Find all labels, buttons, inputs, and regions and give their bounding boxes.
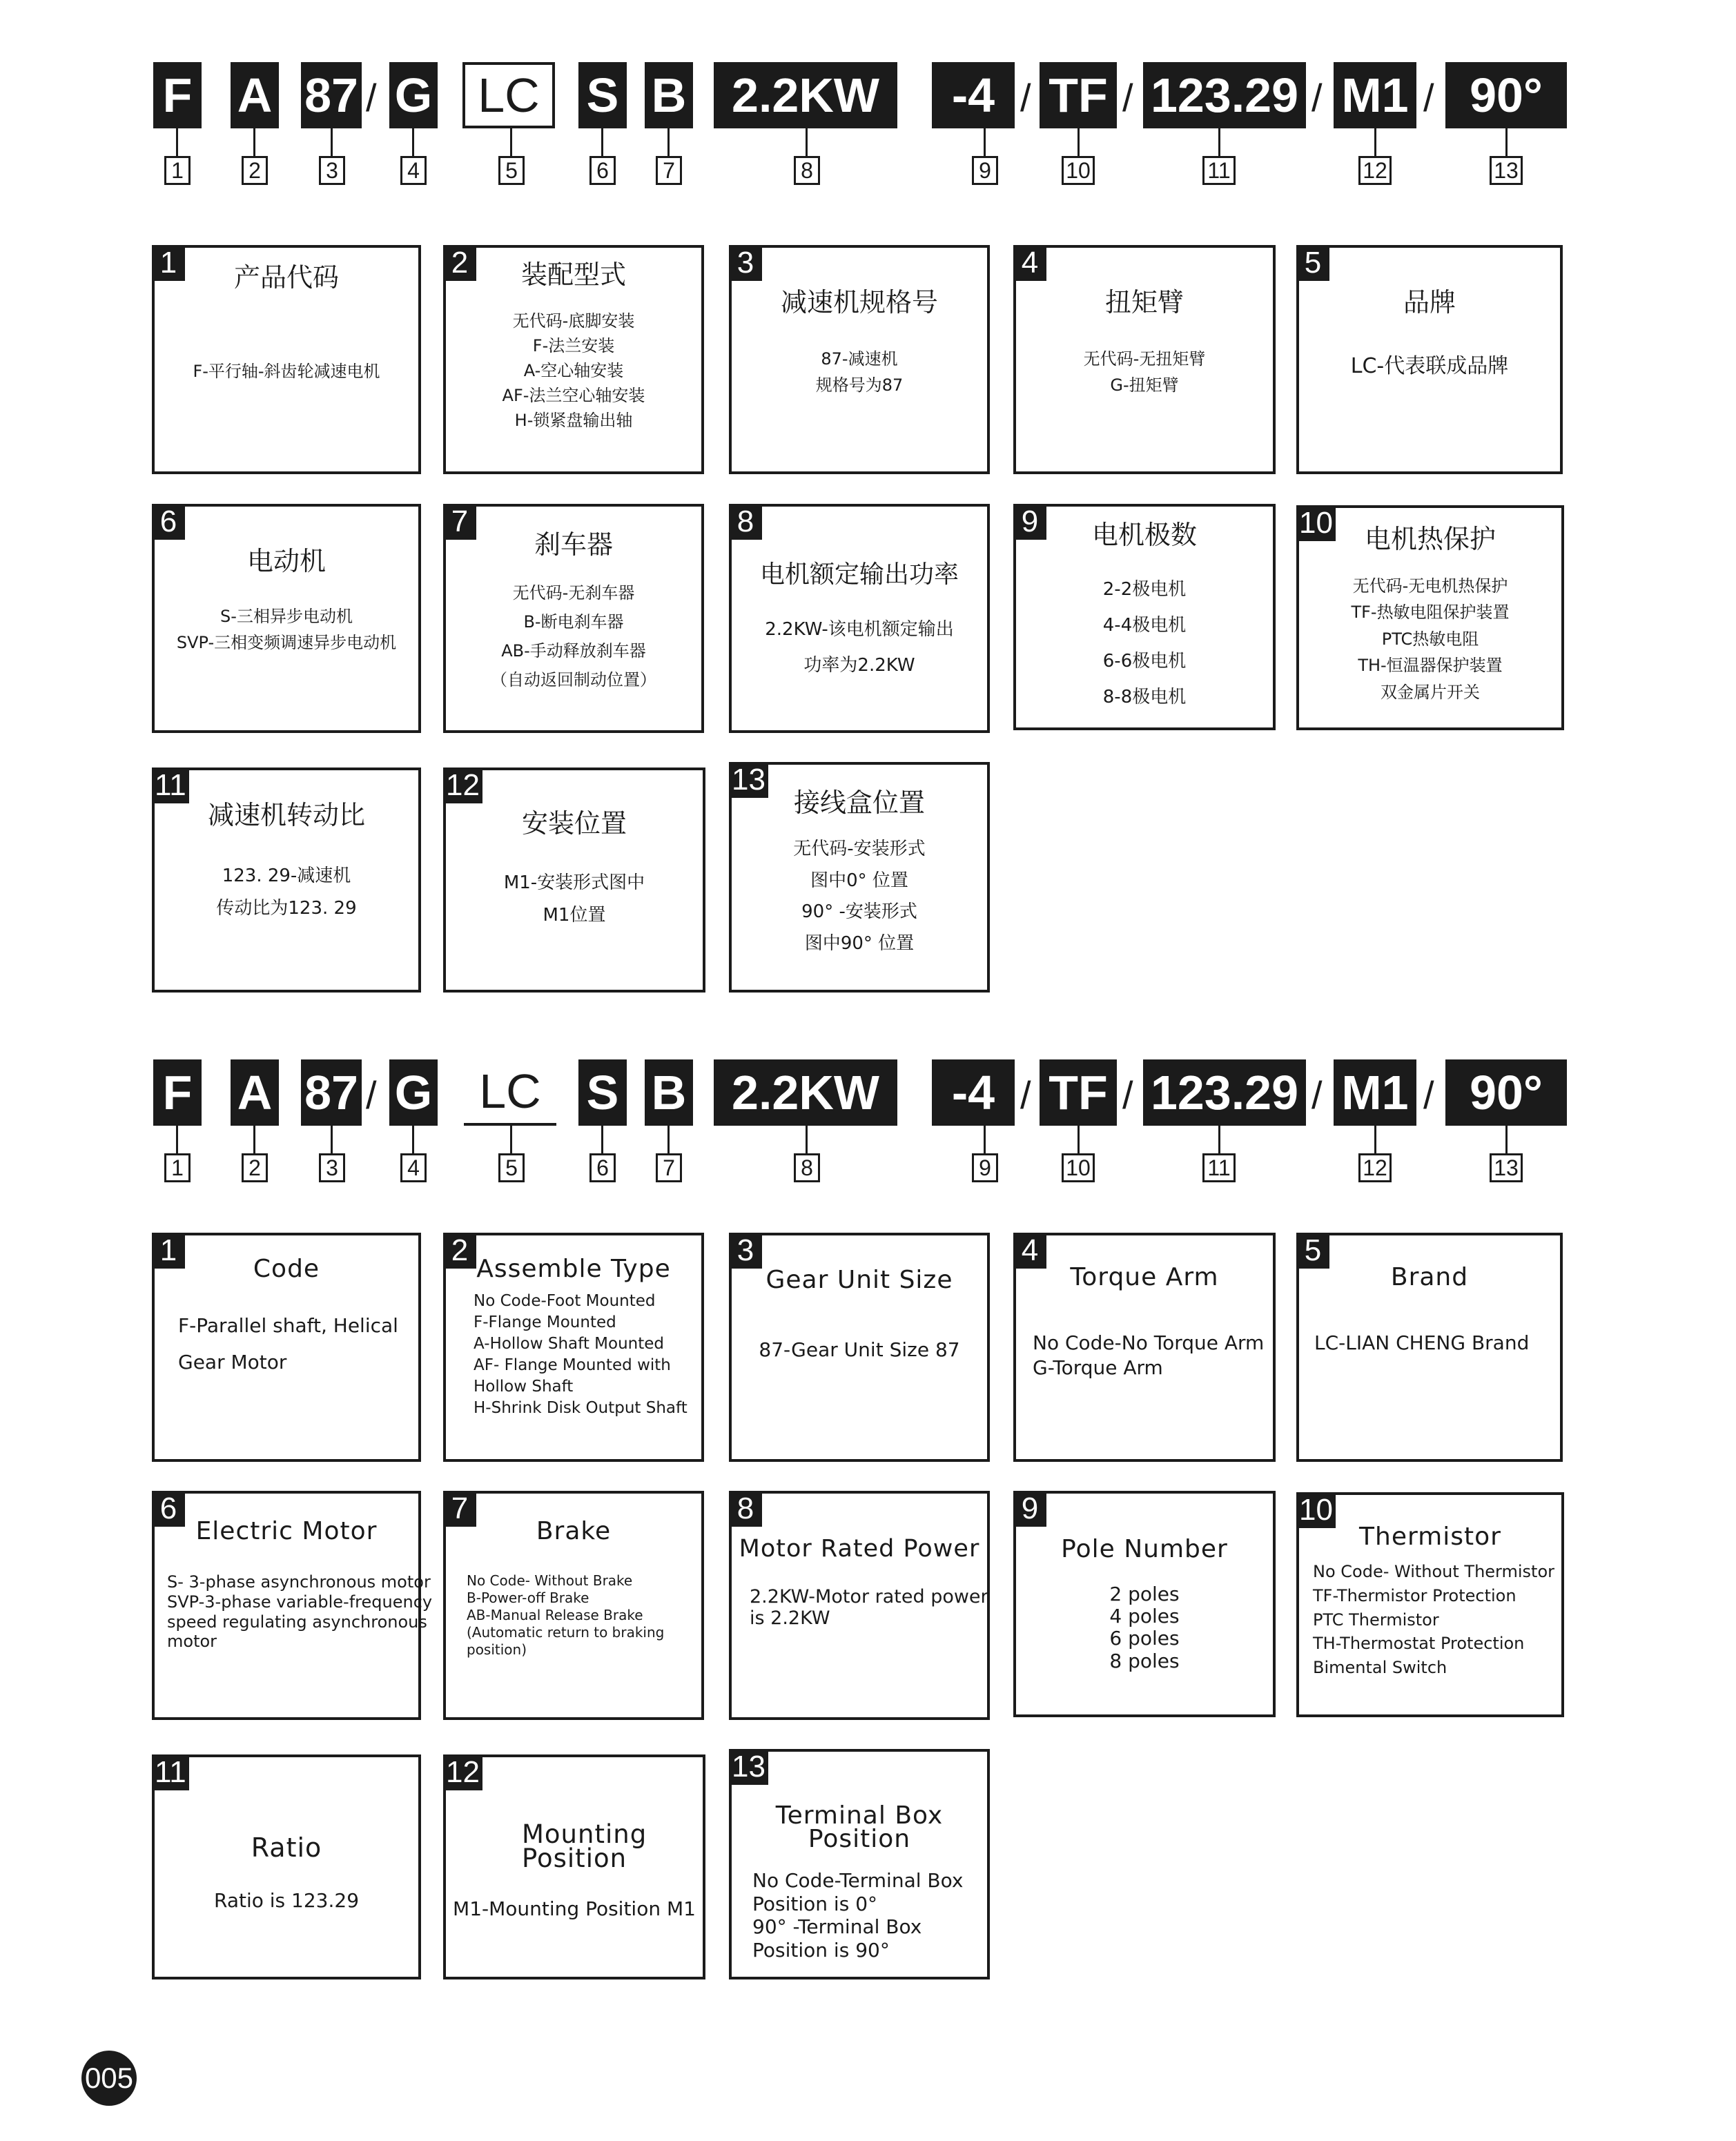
card-number: 10 bbox=[1296, 1492, 1336, 1528]
card-number: 1 bbox=[152, 245, 185, 281]
code-segment: A bbox=[231, 1059, 279, 1126]
cn-card-6 bbox=[152, 504, 421, 733]
code-segment: S bbox=[578, 1059, 627, 1126]
model-code-row-cn bbox=[0, 62, 1736, 200]
card-number: 2 bbox=[443, 1233, 476, 1269]
card-body: 87-Gear Unit Size 87 bbox=[759, 1338, 960, 1361]
card-number: 4 bbox=[1013, 245, 1046, 281]
card-title: 产品代码 bbox=[233, 262, 339, 293]
card-title: 装配型式 bbox=[520, 260, 626, 290]
code-segment: B bbox=[645, 62, 693, 128]
cn-card-13 bbox=[729, 762, 990, 993]
cn-card-5 bbox=[1296, 245, 1563, 474]
cn-card-12 bbox=[443, 768, 705, 993]
card-body: 2-2极电机 4-4极电机 6-6极电机 8-8极电机 bbox=[1102, 579, 1187, 707]
card-number: 13 bbox=[729, 762, 768, 798]
card-body: 无代码-底脚安装 F-法兰安装 A-空心轴安装 AF-法兰空心轴安装 H-锁紧盘输出轴 bbox=[502, 311, 645, 430]
card-body: F-Parallel shaft, Helical Gear Motor bbox=[178, 1314, 398, 1374]
card-number: 7 bbox=[443, 1491, 476, 1527]
code-separator: / bbox=[1423, 1073, 1434, 1117]
cn-card-9 bbox=[1013, 504, 1276, 730]
card-body: S- 3-phase asynchronous motor SVP-3-phase variable-frequency speed regulating asynchronous motor bbox=[167, 1572, 433, 1652]
page-number: 005 bbox=[81, 2051, 137, 2106]
card-title: 电动机 bbox=[246, 546, 326, 576]
card-body: 2.2KW-Motor rated power is 2.2KW bbox=[750, 1586, 988, 1630]
code-segment: TF bbox=[1040, 1059, 1117, 1126]
card-title: Thermistor bbox=[1359, 1523, 1501, 1551]
card-title: 电机极数 bbox=[1091, 520, 1197, 550]
card-body: No Code-Foot Mounted F-Flange Mounted A-Hollow Shaft Mounted AF- Flange Mounted with Hollow Shaft H-Shrink Disk Output Shaft bbox=[474, 1292, 687, 1418]
card-body: No Code-No Torque Arm G-Torque Arm bbox=[1033, 1331, 1265, 1380]
code-separator: / bbox=[1423, 76, 1434, 119]
card-title: Electric Motor bbox=[195, 1517, 378, 1545]
card-title: Code bbox=[253, 1255, 320, 1283]
card-title: Motor Rated Power bbox=[739, 1535, 980, 1563]
en-card-4 bbox=[1013, 1233, 1276, 1462]
card-number: 8 bbox=[729, 1491, 762, 1527]
code-separator: / bbox=[1020, 1073, 1031, 1117]
card-number: 4 bbox=[1013, 1233, 1046, 1269]
card-number: 12 bbox=[443, 768, 482, 803]
card-title: 减速机转动比 bbox=[207, 800, 365, 830]
card-body: 2.2KW-该电机额定输出 功率为2.2KW bbox=[765, 619, 954, 676]
cn-card-7 bbox=[443, 504, 704, 733]
cn-card-11 bbox=[152, 768, 421, 993]
code-index: 7 bbox=[656, 1153, 682, 1182]
code-segment: M1 bbox=[1334, 1059, 1416, 1126]
code-segment: 123.29 bbox=[1143, 1059, 1306, 1126]
card-number: 3 bbox=[729, 1233, 762, 1269]
cn-card-4 bbox=[1013, 245, 1276, 474]
code-separator: / bbox=[1020, 76, 1031, 119]
code-segment: 87 bbox=[301, 1059, 362, 1126]
card-number: 6 bbox=[152, 504, 185, 540]
code-index: 7 bbox=[656, 156, 682, 185]
cn-card-10 bbox=[1296, 505, 1564, 730]
card-number: 13 bbox=[729, 1749, 768, 1785]
cn-card-8 bbox=[729, 504, 990, 733]
card-title: Brand bbox=[1390, 1263, 1469, 1291]
card-body: 2 poles 4 poles 6 poles 8 poles bbox=[1109, 1583, 1180, 1672]
card-body: 无代码-安装形式 图中0° 位置 90° -安装形式 图中90° 位置 bbox=[793, 839, 926, 954]
code-index: 4 bbox=[400, 1153, 427, 1182]
code-index: 3 bbox=[319, 156, 345, 185]
card-number: 8 bbox=[729, 504, 762, 540]
card-number: 11 bbox=[152, 768, 189, 803]
code-index: 13 bbox=[1490, 156, 1523, 185]
cn-card-2 bbox=[443, 245, 704, 474]
en-card-13 bbox=[729, 1749, 990, 1979]
code-segment: 2.2KW bbox=[714, 62, 897, 128]
en-card-2 bbox=[443, 1233, 704, 1462]
code-index: 11 bbox=[1202, 1153, 1236, 1182]
card-number: 9 bbox=[1013, 504, 1046, 540]
card-number: 3 bbox=[729, 245, 762, 281]
code-index: 2 bbox=[242, 1153, 268, 1182]
card-title: Pole Number bbox=[1061, 1535, 1228, 1563]
card-title: Brake bbox=[536, 1517, 612, 1545]
card-body: 无代码-无电机热保护 TF-热敏电阻保护装置 PTC热敏电阻 TH-恒温器保护装置 双金属片开关 bbox=[1351, 576, 1510, 702]
code-segment: -4 bbox=[932, 62, 1015, 128]
code-segment: F bbox=[153, 62, 202, 128]
card-title: Terminal Box Position bbox=[775, 1801, 944, 1854]
card-number: 12 bbox=[443, 1754, 482, 1790]
code-separator: / bbox=[1122, 76, 1133, 119]
card-body: 87-减速机 规格号为87 bbox=[815, 349, 904, 395]
cn-card-3 bbox=[729, 245, 990, 474]
card-body: LC-代表联成品牌 bbox=[1350, 354, 1509, 378]
card-number: 2 bbox=[443, 245, 476, 281]
card-title: 品牌 bbox=[1403, 287, 1456, 317]
card-body: F-平行轴-斜齿轮减速电机 bbox=[193, 362, 380, 381]
code-index: 1 bbox=[164, 156, 191, 185]
cn-card-1 bbox=[152, 245, 421, 474]
code-segment: LC bbox=[464, 1059, 556, 1126]
card-title: 减速机规格号 bbox=[780, 287, 938, 317]
card-body: Ratio is 123.29 bbox=[213, 1889, 360, 1912]
code-segment: 90° bbox=[1445, 62, 1567, 128]
code-index: 9 bbox=[972, 156, 998, 185]
card-title: Ratio bbox=[251, 1832, 322, 1863]
card-title: 扭矩臂 bbox=[1104, 287, 1184, 317]
code-index: 8 bbox=[794, 156, 820, 185]
card-title: 接线盒位置 bbox=[793, 788, 925, 818]
en-card-10 bbox=[1296, 1492, 1564, 1717]
code-segment: B bbox=[645, 1059, 693, 1126]
code-index: 3 bbox=[319, 1153, 345, 1182]
card-title: 电机额定输出功率 bbox=[759, 560, 959, 589]
en-card-3 bbox=[729, 1233, 990, 1462]
code-separator: / bbox=[366, 76, 377, 119]
card-body: M1-安装形式图中 M1位置 bbox=[503, 872, 645, 926]
code-segment: A bbox=[231, 62, 279, 128]
code-separator: / bbox=[1311, 76, 1323, 119]
code-separator: / bbox=[1311, 1073, 1323, 1117]
card-number: 10 bbox=[1296, 505, 1336, 541]
en-card-5 bbox=[1296, 1233, 1563, 1462]
card-number: 6 bbox=[152, 1491, 185, 1527]
code-segment: G bbox=[389, 1059, 438, 1126]
code-segment: 2.2KW bbox=[714, 1059, 897, 1126]
card-title: Assemble Type bbox=[476, 1255, 671, 1283]
en-card-1 bbox=[152, 1233, 421, 1462]
code-segment: F bbox=[153, 1059, 202, 1126]
code-segment: 87 bbox=[301, 62, 362, 128]
code-segment: M1 bbox=[1334, 62, 1416, 128]
card-title: 刹车器 bbox=[534, 529, 613, 560]
code-index: 11 bbox=[1202, 156, 1236, 185]
card-number: 5 bbox=[1296, 1233, 1329, 1269]
code-separator: / bbox=[1122, 1073, 1133, 1117]
card-number: 7 bbox=[443, 504, 476, 540]
code-index: 8 bbox=[794, 1153, 820, 1182]
code-segment: G bbox=[389, 62, 438, 128]
card-number: 9 bbox=[1013, 1491, 1046, 1527]
en-card-12 bbox=[443, 1754, 705, 1979]
code-segment: LC bbox=[462, 62, 555, 128]
card-number: 11 bbox=[152, 1754, 189, 1790]
code-index: 12 bbox=[1358, 1153, 1392, 1182]
code-index: 5 bbox=[498, 1153, 525, 1182]
code-segment: S bbox=[578, 62, 627, 128]
card-title: 安装位置 bbox=[521, 808, 627, 839]
card-body: LC-LIAN CHENG Brand bbox=[1314, 1331, 1530, 1354]
card-body: No Code- Without Brake B-Power-off Brake AB-Manual Release Brake (Automatic return to braking position) bbox=[467, 1572, 665, 1658]
card-body: 无代码-无刹车器 B-断电刹车器 AB-手动释放刹车器 （自动返回制动位置） bbox=[491, 583, 656, 690]
code-index: 6 bbox=[589, 156, 616, 185]
card-body: S-三相异步电动机 SVP-三相变频调速异步电动机 bbox=[176, 607, 397, 653]
code-segment: 90° bbox=[1445, 1059, 1567, 1126]
code-segment: 123.29 bbox=[1143, 62, 1306, 128]
card-title: Mounting Position bbox=[522, 1819, 647, 1874]
card-body: No Code- Without Thermistor TF-Thermistor Protection PTC Thermistor TH-Thermostat Protection Bimental Switch bbox=[1313, 1562, 1555, 1678]
code-index: 4 bbox=[400, 156, 427, 185]
card-number: 5 bbox=[1296, 245, 1329, 281]
card-body: M1-Mounting Position M1 bbox=[453, 1897, 696, 1920]
card-body: 无代码-无扭矩臂 G-扭矩臂 bbox=[1083, 349, 1206, 395]
code-index: 5 bbox=[498, 156, 525, 185]
code-index: 2 bbox=[242, 156, 268, 185]
en-card-7 bbox=[443, 1491, 704, 1720]
card-title: Torque Arm bbox=[1070, 1263, 1219, 1291]
code-index: 6 bbox=[589, 1153, 616, 1182]
code-index: 13 bbox=[1490, 1153, 1523, 1182]
code-index: 12 bbox=[1358, 156, 1392, 185]
code-index: 10 bbox=[1062, 156, 1095, 185]
en-card-8 bbox=[729, 1491, 990, 1720]
code-index: 10 bbox=[1062, 1153, 1095, 1182]
card-title: 电机热保护 bbox=[1364, 524, 1496, 554]
code-index: 1 bbox=[164, 1153, 191, 1182]
model-code-row-en bbox=[0, 1059, 1736, 1197]
card-body: 123. 29-减速机 传动比为123. 29 bbox=[216, 866, 357, 919]
en-card-6 bbox=[152, 1491, 433, 1720]
card-number: 1 bbox=[152, 1233, 185, 1269]
en-card-9 bbox=[1013, 1491, 1276, 1717]
code-index: 9 bbox=[972, 1153, 998, 1182]
code-separator: / bbox=[366, 1073, 377, 1117]
en-card-11 bbox=[152, 1754, 421, 1979]
code-segment: TF bbox=[1040, 62, 1117, 128]
code-segment: -4 bbox=[932, 1059, 1015, 1126]
card-body: No Code-Terminal Box Position is 0° 90° -Terminal Box Position is 90° bbox=[752, 1869, 964, 1962]
card-title: Gear Unit Size bbox=[765, 1266, 953, 1294]
